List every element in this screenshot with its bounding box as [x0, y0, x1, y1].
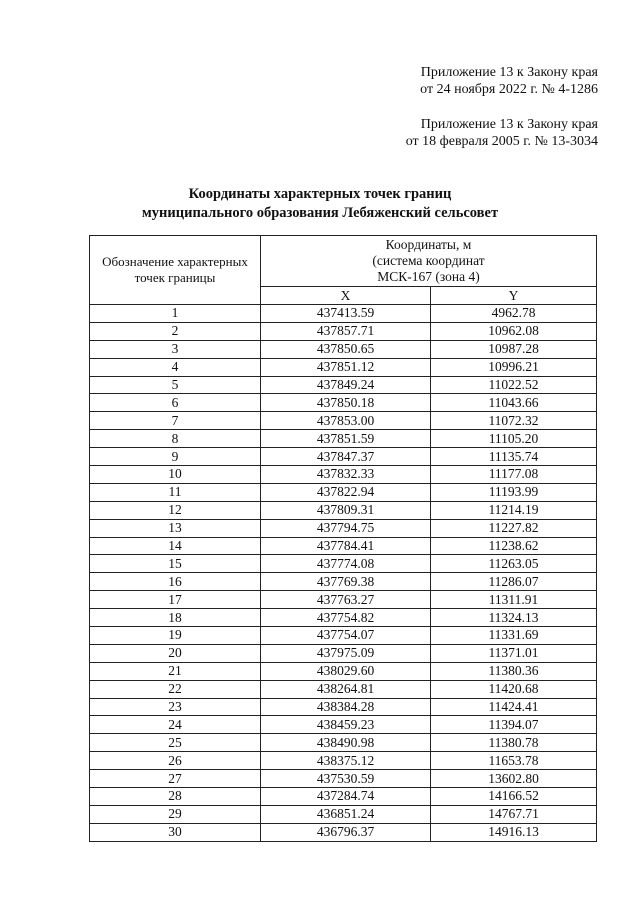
table-row	[90, 716, 597, 734]
y-coordinate-cell: 11135.74	[431, 448, 597, 466]
point-number-cell: 2	[90, 322, 261, 340]
x-coordinate-cell: 437851.59	[261, 430, 431, 448]
point-number-cell: 8	[90, 430, 261, 448]
point-number-cell: 30	[90, 823, 261, 841]
y-coordinate-cell: 11263.05	[431, 555, 597, 573]
y-coordinate-cell: 11324.13	[431, 609, 597, 627]
y-coordinate-cell: 11286.07	[431, 573, 597, 591]
x-coordinate-cell: 437754.82	[261, 609, 431, 627]
coordinates-body	[90, 305, 597, 842]
x-coordinate-cell: 438375.12	[261, 752, 431, 770]
document-title-line1: Координаты характерных точек границ	[188, 186, 452, 202]
y-coordinate-cell: 11193.99	[431, 483, 597, 501]
point-number-cell: 5	[90, 376, 261, 394]
y-coordinate-cell: 10987.28	[431, 340, 597, 358]
x-coordinate-cell: 437774.08	[261, 555, 431, 573]
x-coordinate-cell: 437284.74	[261, 788, 431, 806]
y-coordinate-cell: 11227.82	[431, 519, 597, 537]
y-coordinate-cell: 10996.21	[431, 358, 597, 376]
point-number-cell: 4	[90, 358, 261, 376]
table-row	[90, 823, 597, 841]
x-coordinate-cell: 437763.27	[261, 591, 431, 609]
y-coordinate-cell: 11072.32	[431, 412, 597, 430]
table-row	[90, 770, 597, 788]
header-coordinates-line3: МСК-167 (зона 4)	[377, 269, 480, 284]
y-coordinate-cell: 4962.78	[431, 305, 597, 323]
point-number-cell: 14	[90, 537, 261, 555]
table-row	[90, 537, 597, 555]
y-coordinate-cell: 14916.13	[431, 823, 597, 841]
point-number-cell: 26	[90, 752, 261, 770]
y-coordinate-cell: 11105.20	[431, 430, 597, 448]
x-coordinate-cell: 437832.33	[261, 466, 431, 484]
y-coordinate-cell: 13602.80	[431, 770, 597, 788]
x-coordinate-cell: 438029.60	[261, 662, 431, 680]
x-coordinate-cell: 436796.37	[261, 823, 431, 841]
table-row	[90, 519, 597, 537]
y-coordinate-cell: 11420.68	[431, 680, 597, 698]
point-number-cell: 20	[90, 644, 261, 662]
point-number-cell: 17	[90, 591, 261, 609]
x-coordinate-cell: 437850.18	[261, 394, 431, 412]
table-row	[90, 448, 597, 466]
table-row	[90, 591, 597, 609]
point-number-cell: 29	[90, 805, 261, 823]
header-x: X	[261, 287, 431, 305]
table-row	[90, 483, 597, 501]
table-row	[90, 358, 597, 376]
document-title-line2: муниципального образования Лебяженский сельсовет	[141, 205, 499, 221]
y-coordinate-cell: 11043.66	[431, 394, 597, 412]
table-row	[90, 627, 597, 645]
document-title	[0, 185, 640, 223]
point-number-cell: 23	[90, 698, 261, 716]
table-row	[90, 788, 597, 806]
table-row	[90, 430, 597, 448]
point-number-cell: 15	[90, 555, 261, 573]
table-row	[90, 805, 597, 823]
point-number-cell: 19	[90, 627, 261, 645]
point-number-cell: 9	[90, 448, 261, 466]
appendix-current-line2: от 24 ноября 2022 г. № 4-1286	[420, 82, 598, 97]
point-number-cell: 18	[90, 609, 261, 627]
point-number-cell: 27	[90, 770, 261, 788]
x-coordinate-cell: 437530.59	[261, 770, 431, 788]
y-coordinate-cell: 14166.52	[431, 788, 597, 806]
x-coordinate-cell: 437754.07	[261, 627, 431, 645]
y-coordinate-cell: 11311.91	[431, 591, 597, 609]
y-coordinate-cell: 10962.08	[431, 322, 597, 340]
x-coordinate-cell: 438490.98	[261, 734, 431, 752]
appendix-original-law	[406, 116, 598, 150]
table-row	[90, 555, 597, 573]
point-number-cell: 28	[90, 788, 261, 806]
point-number-cell: 13	[90, 519, 261, 537]
x-coordinate-cell: 437794.75	[261, 519, 431, 537]
y-coordinate-cell: 11424.41	[431, 698, 597, 716]
appendix-original-line1: Приложение 13 к Закону края	[420, 117, 598, 132]
y-coordinate-cell: 11238.62	[431, 537, 597, 555]
table-row	[90, 376, 597, 394]
x-coordinate-cell: 437849.24	[261, 376, 431, 394]
table-row	[90, 752, 597, 770]
point-number-cell: 1	[90, 305, 261, 323]
point-number-cell: 16	[90, 573, 261, 591]
point-number-cell: 24	[90, 716, 261, 734]
table-row	[90, 412, 597, 430]
y-coordinate-cell: 11177.08	[431, 466, 597, 484]
x-coordinate-cell: 437850.65	[261, 340, 431, 358]
point-number-cell: 21	[90, 662, 261, 680]
header-y: Y	[431, 287, 597, 305]
table-row	[90, 501, 597, 519]
table-row	[90, 394, 597, 412]
x-coordinate-cell: 437809.31	[261, 501, 431, 519]
x-coordinate-cell: 438459.23	[261, 716, 431, 734]
x-coordinate-cell: 437975.09	[261, 644, 431, 662]
point-number-cell: 12	[90, 501, 261, 519]
y-coordinate-cell: 11394.07	[431, 716, 597, 734]
table-row	[90, 680, 597, 698]
x-coordinate-cell: 438384.28	[261, 698, 431, 716]
x-coordinate-cell: 436851.24	[261, 805, 431, 823]
x-coordinate-cell: 437853.00	[261, 412, 431, 430]
point-number-cell: 10	[90, 466, 261, 484]
table-row	[90, 662, 597, 680]
point-number-cell: 6	[90, 394, 261, 412]
table-row	[90, 305, 597, 323]
point-number-cell: 11	[90, 483, 261, 501]
table-row	[90, 466, 597, 484]
coordinates-table	[89, 235, 597, 842]
appendix-current-law	[420, 64, 598, 98]
header-coordinates	[261, 236, 597, 287]
x-coordinate-cell: 437784.41	[261, 537, 431, 555]
y-coordinate-cell: 11380.36	[431, 662, 597, 680]
x-coordinate-cell: 438264.81	[261, 680, 431, 698]
header-coordinates-line2: (система координат	[372, 253, 485, 268]
x-coordinate-cell: 437857.71	[261, 322, 431, 340]
header-point-designation: Обозначение характерных точек границы	[90, 236, 261, 305]
x-coordinate-cell: 437822.94	[261, 483, 431, 501]
point-number-cell: 25	[90, 734, 261, 752]
y-coordinate-cell: 11653.78	[431, 752, 597, 770]
point-number-cell: 3	[90, 340, 261, 358]
table-row	[90, 698, 597, 716]
y-coordinate-cell: 11380.78	[431, 734, 597, 752]
table-row	[90, 573, 597, 591]
table-row	[90, 644, 597, 662]
y-coordinate-cell: 11371.01	[431, 644, 597, 662]
table-row	[90, 322, 597, 340]
y-coordinate-cell: 11214.19	[431, 501, 597, 519]
y-coordinate-cell: 14767.71	[431, 805, 597, 823]
point-number-cell: 22	[90, 680, 261, 698]
appendix-current-line1: Приложение 13 к Закону края	[420, 65, 598, 80]
header-coordinates-line1: Координаты, м	[385, 237, 472, 252]
y-coordinate-cell: 11331.69	[431, 627, 597, 645]
x-coordinate-cell: 437413.59	[261, 305, 431, 323]
x-coordinate-cell: 437769.38	[261, 573, 431, 591]
x-coordinate-cell: 437847.37	[261, 448, 431, 466]
x-coordinate-cell: 437851.12	[261, 358, 431, 376]
point-number-cell: 7	[90, 412, 261, 430]
y-coordinate-cell: 11022.52	[431, 376, 597, 394]
appendix-original-line2: от 18 февраля 2005 г. № 13-3034	[405, 134, 598, 149]
table-row	[90, 609, 597, 627]
table-row	[90, 734, 597, 752]
table-row	[90, 340, 597, 358]
